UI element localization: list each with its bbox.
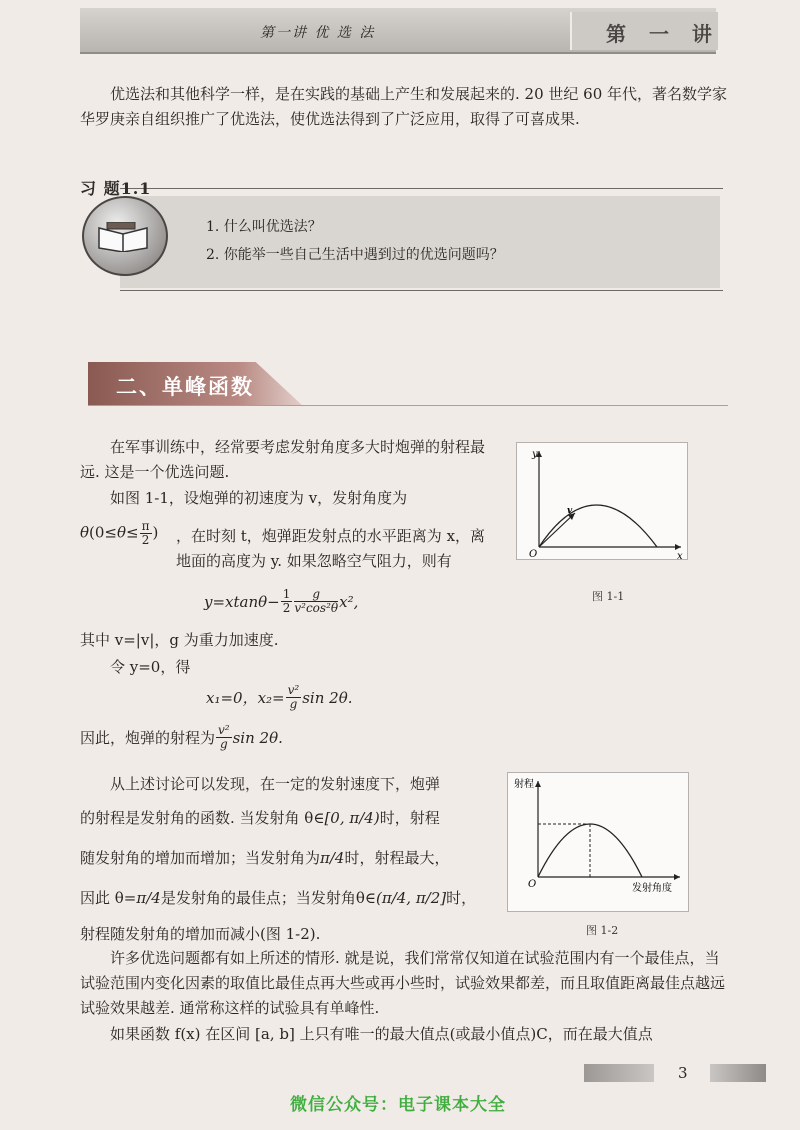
paragraph-discussion-2 [80, 806, 440, 831]
paragraph-set-zero: 令 y=0，得 [110, 658, 191, 676]
interval-decreasing: (π/4, π/2] [375, 889, 447, 907]
paragraph-unimodal: 许多优选问题都有如上所述的情形. 就是说，我们常常仅知道在试验范围内有一个最佳点，当试验范围内变化因素的取值比最佳点再大些或再小些时，试验效果都差，而且取值距离最佳点越远试验效果越差. 通常称这样的试验具有单峰性. [80, 949, 726, 1017]
paragraph-military: 在军事训练中，经常要考虑发射角度多大时炮弹的射程最远. 这是一个优选问题. [80, 438, 486, 481]
figure-1-2 [507, 772, 689, 912]
paragraph-discussion-4 [80, 886, 476, 911]
discussion-4a: 因此 θ= [80, 889, 137, 907]
eq1-right: x², [339, 592, 359, 611]
paragraph-trajectory: ，在时刻 t，炮弹距发射点的水平距离为 x，离地面的高度为 y. 如果忽略空气阻力，则有 [176, 527, 486, 570]
range-frac-den: g [219, 737, 228, 751]
paragraph-fig-ref: 如图 1-1，设炮弹的初速度为 v，发射角度为 [110, 489, 408, 507]
y-label: 射程 [514, 779, 534, 790]
eq2-right: sin 2θ. [302, 688, 353, 707]
y-axis-arrow-icon [535, 781, 541, 787]
discussion-3a: 随发射角的增加而增加；当发射角为 [80, 849, 321, 867]
trajectory-curve [539, 505, 657, 547]
x-label: 发射角度 [632, 883, 672, 894]
discussion-3c: 时，射程最大， [344, 849, 450, 867]
range-statement [80, 724, 283, 751]
origin-label: O [528, 879, 537, 890]
discussion-4e: 时， [446, 889, 477, 907]
origin-label: O [529, 549, 538, 560]
v-label: v [567, 506, 573, 516]
range-frac-num: v² [218, 723, 230, 737]
watermark: 微信公众号：电子课本大全 [290, 1095, 506, 1115]
discussion-2a: 的射程是发射角的函数. 当发射角 θ∈ [80, 809, 325, 827]
angle-range: θ(0≤θ≤ $\frac{\pi}{2}$ ) [80, 519, 159, 547]
exercise-rule-top [120, 188, 723, 189]
paragraph-function-def: 如果函数 f(x) 在区间 [a, b] 上只有唯一的最大值点(或最小值点)C，而在最大值点 [110, 1025, 653, 1043]
eq1-frac1-den: 2 [282, 601, 291, 615]
eq1-frac2-num: g [294, 588, 338, 602]
exercise-rule-bottom [120, 290, 723, 291]
x-label: x [677, 551, 683, 560]
range-text: 因此，炮弹的射程为 [80, 729, 216, 747]
exercise-item: 2. 你能举一些自己生活中遇到过的优选问题吗？ [206, 247, 504, 263]
figure-1-1-caption: 图 1-1 [592, 590, 625, 603]
chapter-label: 第 一 讲 [606, 22, 720, 46]
eq1-frac2-den: v²cos²θ [294, 601, 339, 615]
figure-1-1 [516, 442, 688, 560]
optimal-angle: π/4 [320, 849, 345, 867]
footer-bar-right [710, 1064, 766, 1082]
equation-roots [206, 684, 353, 711]
running-title: 第一讲 优 选 法 [260, 25, 376, 41]
figure-1-2-caption: 图 1-2 [586, 924, 619, 937]
eq2-frac-den: g [289, 697, 298, 711]
paragraph-discussion-5: 射程随发射角的增加而减小(图 1-2). [80, 925, 321, 943]
exercise-box [120, 196, 720, 288]
y-label: y [532, 449, 538, 460]
section-underline [88, 405, 728, 406]
x-axis-arrow-icon [674, 874, 680, 880]
eq2-frac-num: v² [287, 683, 300, 697]
exercise-item: 1. 什么叫优选法？ [206, 219, 322, 235]
eq1-frac1-num: 1 [282, 587, 291, 601]
eq1-left: y=xtanθ− [204, 592, 280, 611]
velocity-vector [539, 513, 575, 547]
footer-bar-left [584, 1064, 654, 1082]
eq2-left: x₁=0，x₂= [206, 689, 285, 707]
section-title: 二、单峰函数 [116, 374, 254, 399]
paragraph-gravity: 其中 v=|v|，g 为重力加速度. [80, 631, 279, 649]
intro-paragraph: 优选法和其他科学一样，是在实践的基础上产生和发展起来的. 20 世纪 60 年代，著名数学家华罗庚亲自组织推广了优选法，使优选法得到了广泛应用，取得了可喜成果. [80, 85, 728, 128]
paragraph-discussion-3 [80, 846, 450, 871]
x-axis-arrow-icon [675, 544, 681, 550]
exercise-label: 习 题1.1 [80, 179, 152, 198]
equation-trajectory [204, 588, 358, 615]
page-number: 3 [678, 1064, 688, 1082]
open-book-icon [97, 222, 149, 252]
range-sin: sin 2θ. [232, 728, 283, 747]
discussion-2c: 时，射程 [379, 809, 440, 827]
paragraph-discussion-1: 从上述讨论可以发现，在一定的发射速度下，炮弹 [110, 775, 441, 793]
interval-increasing: [0, π/4) [324, 809, 380, 827]
optimal-angle-value: π/4 [136, 889, 161, 907]
discussion-4c: 是发射角的最佳点；当发射角θ∈ [160, 889, 376, 907]
